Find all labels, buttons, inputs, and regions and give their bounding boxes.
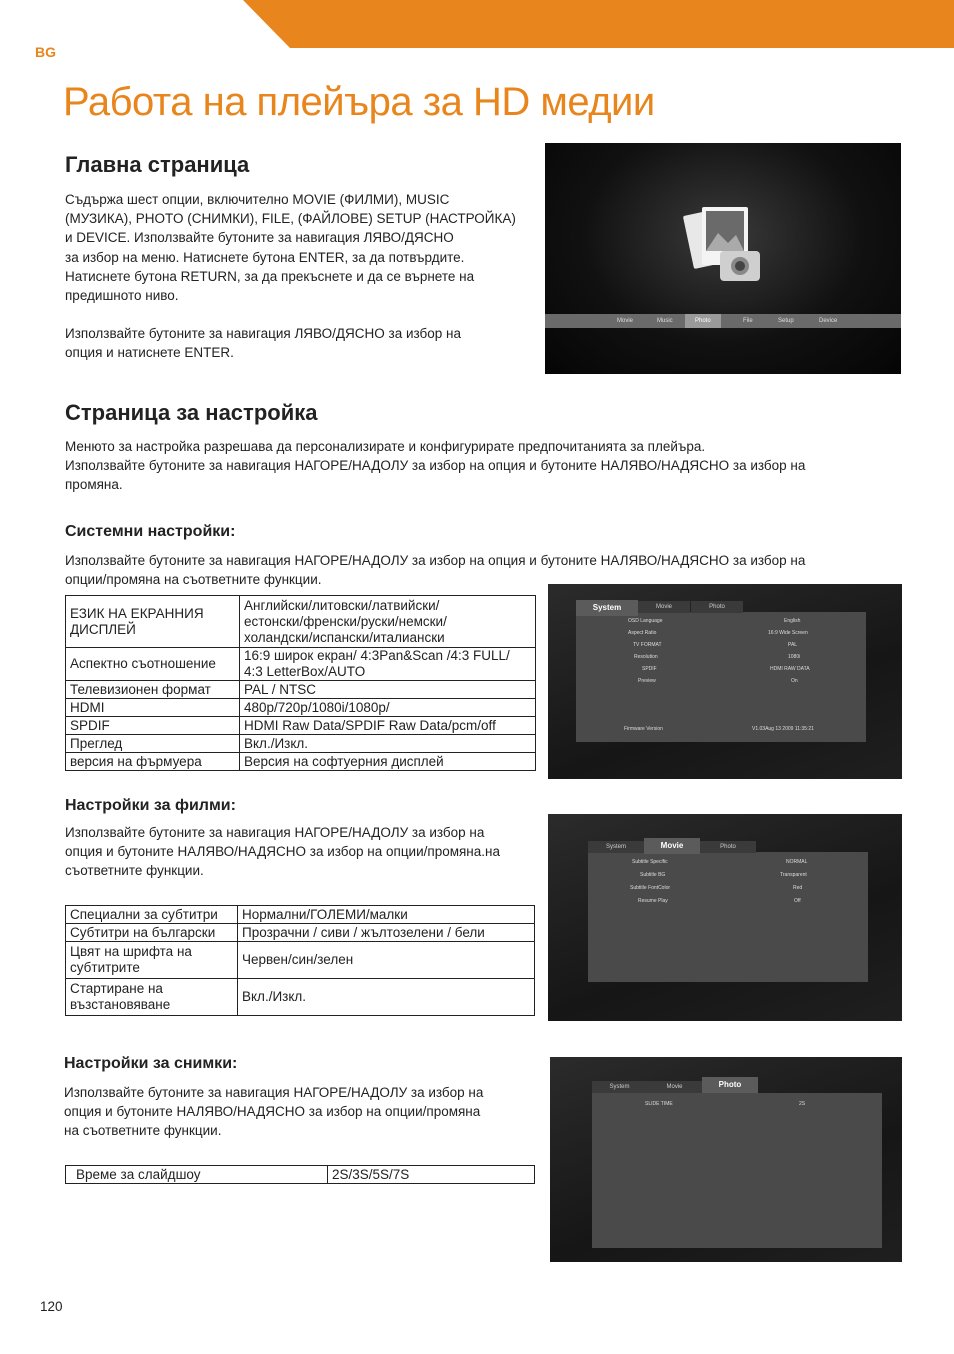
movie-setting-name: Стартиране на възстановяване	[66, 979, 238, 1016]
home-heading: Главна страница	[65, 152, 250, 177]
home-menu-file[interactable]: File	[743, 318, 753, 324]
setting-value[interactable]: NORMAL	[786, 859, 808, 865]
movie-setting-name: Специални за субтитри	[66, 906, 238, 924]
movie-description	[65, 823, 545, 881]
setting-value[interactable]: HDMI RAW DATA	[770, 666, 810, 672]
system-setting-name: HDMI	[66, 699, 240, 717]
home-menu-photo[interactable]: Photo	[685, 314, 721, 328]
table-row	[66, 906, 535, 924]
movie-setting-name: Субтитри на български	[66, 924, 238, 942]
photo-setting-name: Време за слайдшоу	[66, 1166, 328, 1184]
system-setting-name: ЕЗИК НА ЕКРАННИЯ ДИСПЛЕЙ	[66, 596, 240, 648]
system-setting-options: 16:9 широк екран/ 4:3Pan&Scan /4:3 FULL/ 4:3 LetterBox/AUTO	[240, 648, 536, 681]
table-row	[66, 648, 536, 681]
movie-setting-options: Червен/син/зелен	[238, 942, 535, 979]
system-setting-options: Вкл./Изкл.	[240, 735, 536, 753]
home-para-2: Използвайте бутоните за навигация ЛЯВО/ДЯСНО за избор на опция и натиснете ENTER.	[65, 326, 461, 361]
photo-setting-options: 2S/3S/5S/7S	[328, 1166, 535, 1184]
system-setting-name: версия на фърмуера	[66, 753, 240, 771]
tab-photo[interactable]: Photo	[691, 601, 743, 613]
setup-description	[65, 437, 925, 495]
setting-value[interactable]: On	[791, 678, 798, 684]
setting-value[interactable]: Transparent	[780, 872, 807, 878]
system-heading: Системни настройки:	[65, 523, 236, 540]
setting-label: Subtitle BG	[640, 872, 666, 878]
photo-para: Използвайте бутоните за навигация НАГОРЕ/НАДОЛУ за избор на опция и бутоните НАЛЯВО/НАДЯСНО за избор на опции/промяна на съответните функции.	[64, 1085, 484, 1139]
system-setting-name: Преглед	[66, 735, 240, 753]
home-menu-bar	[545, 314, 901, 328]
language-tag: BG	[35, 44, 56, 60]
home-description	[65, 190, 535, 363]
movie-setting-options: Вкл./Изкл.	[238, 979, 535, 1016]
movie-setting-options: Нормални/ГОЛЕМИ/малки	[238, 906, 535, 924]
setting-value[interactable]: 16:9 Wide Screen	[768, 630, 808, 636]
page-number: 120	[40, 1299, 63, 1314]
home-screenshot	[545, 143, 901, 374]
page-title: Работа на плейъра за HD медии	[63, 80, 655, 124]
table-row	[66, 735, 536, 753]
setting-value[interactable]: 2S	[799, 1101, 806, 1107]
setting-label: Preview	[638, 678, 656, 684]
system-setting-options: Английски/литовски/латвийски/ естонски/френски/руски/немски/ холандски/испански/италиански	[240, 596, 536, 648]
table-row	[66, 681, 536, 699]
system-setting-name: Аспектно съотношение	[66, 648, 240, 681]
photo-settings-panel	[592, 1093, 882, 1248]
tab-movie[interactable]: Movie	[638, 601, 690, 613]
setting-label: Subtitle Specific	[632, 859, 668, 865]
system-setting-options: PAL / NTSC	[240, 681, 536, 699]
system-setting-options: Версия на софтуерния дисплей	[240, 753, 536, 771]
firmware-value: V1.03Aug 13 2009 11:35:21	[752, 726, 814, 732]
tab-system[interactable]: System	[592, 1081, 647, 1093]
table-row	[66, 924, 535, 942]
home-menu-movie[interactable]: Movie	[617, 318, 634, 324]
system-setting-name: Телевизионен формат	[66, 681, 240, 699]
tab-system[interactable]: System	[576, 600, 638, 616]
table-row	[66, 699, 536, 717]
setting-label: Aspect Ratio	[628, 630, 657, 636]
setting-label: OSD Language	[628, 618, 663, 624]
photo-icon	[680, 203, 770, 303]
setting-label: Resolution	[634, 654, 658, 660]
setting-value[interactable]: Off	[794, 898, 801, 904]
photo-settings-screenshot	[550, 1057, 902, 1262]
system-setting-options: HDMI Raw Data/SPDIF Raw Data/pcm/off	[240, 717, 536, 735]
system-settings-table	[65, 595, 536, 771]
table-row	[66, 753, 536, 771]
setting-label: Resume Play	[638, 898, 668, 904]
movie-settings-panel	[588, 852, 868, 982]
tab-photo[interactable]: Photo	[702, 1077, 758, 1093]
table-row	[66, 596, 536, 648]
setting-value[interactable]: English	[784, 618, 801, 624]
photo-settings-table	[65, 1165, 535, 1184]
setting-label: SPDIF	[642, 666, 657, 672]
table-row	[66, 717, 536, 735]
tab-movie[interactable]: Movie	[647, 1081, 702, 1093]
tab-movie[interactable]: Movie	[644, 838, 700, 854]
home-para-1: Съдържа шест опции, включително MOVIE (ФИЛМИ), MUSIC (МУЗИКА), PHOTO (СНИМКИ), FILE, (ФАЙЛОВЕ) SETUP (НАСТРОЙКА) и DEVICE. Използвайте бутоните за навигация ЛЯВО/ДЯСНО за избор на меню. Натиснете бутона ENTER, за да потвърдите. Натиснете бутона RETURN, за да прекъснете и да се върнете на предишното ниво.	[65, 192, 516, 304]
system-setting-name: SPDIF	[66, 717, 240, 735]
home-menu-setup[interactable]: Setup	[778, 318, 794, 324]
photo-heading: Настройки за снимки:	[64, 1055, 238, 1072]
setting-label: TV FORMAT	[633, 642, 662, 648]
system-settings-panel	[576, 612, 866, 742]
system-setting-options: 480p/720p/1080i/1080p/	[240, 699, 536, 717]
photo-description	[64, 1083, 544, 1141]
firmware-label: Firmware Version	[624, 726, 663, 732]
table-row	[66, 1166, 535, 1184]
movie-settings-table	[65, 905, 535, 1016]
movie-setting-options: Прозрачни / сиви / жълтозелени / бели	[238, 924, 535, 942]
system-settings-screenshot	[548, 584, 902, 779]
setting-label: SLIDE TIME	[645, 1101, 673, 1107]
setup-para: Менюто за настройка разрешава да персонализирате и конфигурирате предпочитанията за плейъра. Използвайте бутоните за навигация НАГОРЕ/НАДОЛУ за избор на опция и бутоните НАЛЯВО/НАДЯСНО за избор на промяна.	[65, 439, 806, 493]
table-row	[66, 942, 535, 979]
setting-value[interactable]: 1080i	[788, 654, 801, 660]
setting-label: Subtitle FontColor	[630, 885, 671, 891]
table-row	[66, 979, 535, 1016]
orange-header-band	[0, 0, 954, 48]
home-menu-device[interactable]: Device	[819, 318, 838, 324]
movie-setting-name: Цвят на шрифта на субтитрите	[66, 942, 238, 979]
movie-settings-screenshot	[548, 814, 902, 1021]
setup-heading: Страница за настройка	[65, 400, 318, 425]
tab-photo[interactable]: Photo	[700, 841, 756, 853]
system-para: Използвайте бутоните за навигация НАГОРЕ/НАДОЛУ за избор на опция и бутоните НАЛЯВО/НАДЯСНО за избор на опции/промяна на съответните функции.	[65, 553, 806, 588]
movie-heading: Настройки за филми:	[65, 797, 236, 814]
movie-para: Използвайте бутоните за навигация НАГОРЕ/НАДОЛУ за избор на опция и бутоните НАЛЯВО/НАДЯСНО за избор на опции/промяна.на съответните функции.	[65, 825, 500, 879]
setting-value[interactable]: PAL	[788, 642, 798, 648]
orange-header-shape	[0, 0, 954, 48]
setting-value[interactable]: Red	[793, 885, 803, 891]
tab-system[interactable]: System	[588, 841, 644, 853]
home-menu-music[interactable]: Music	[657, 318, 673, 324]
